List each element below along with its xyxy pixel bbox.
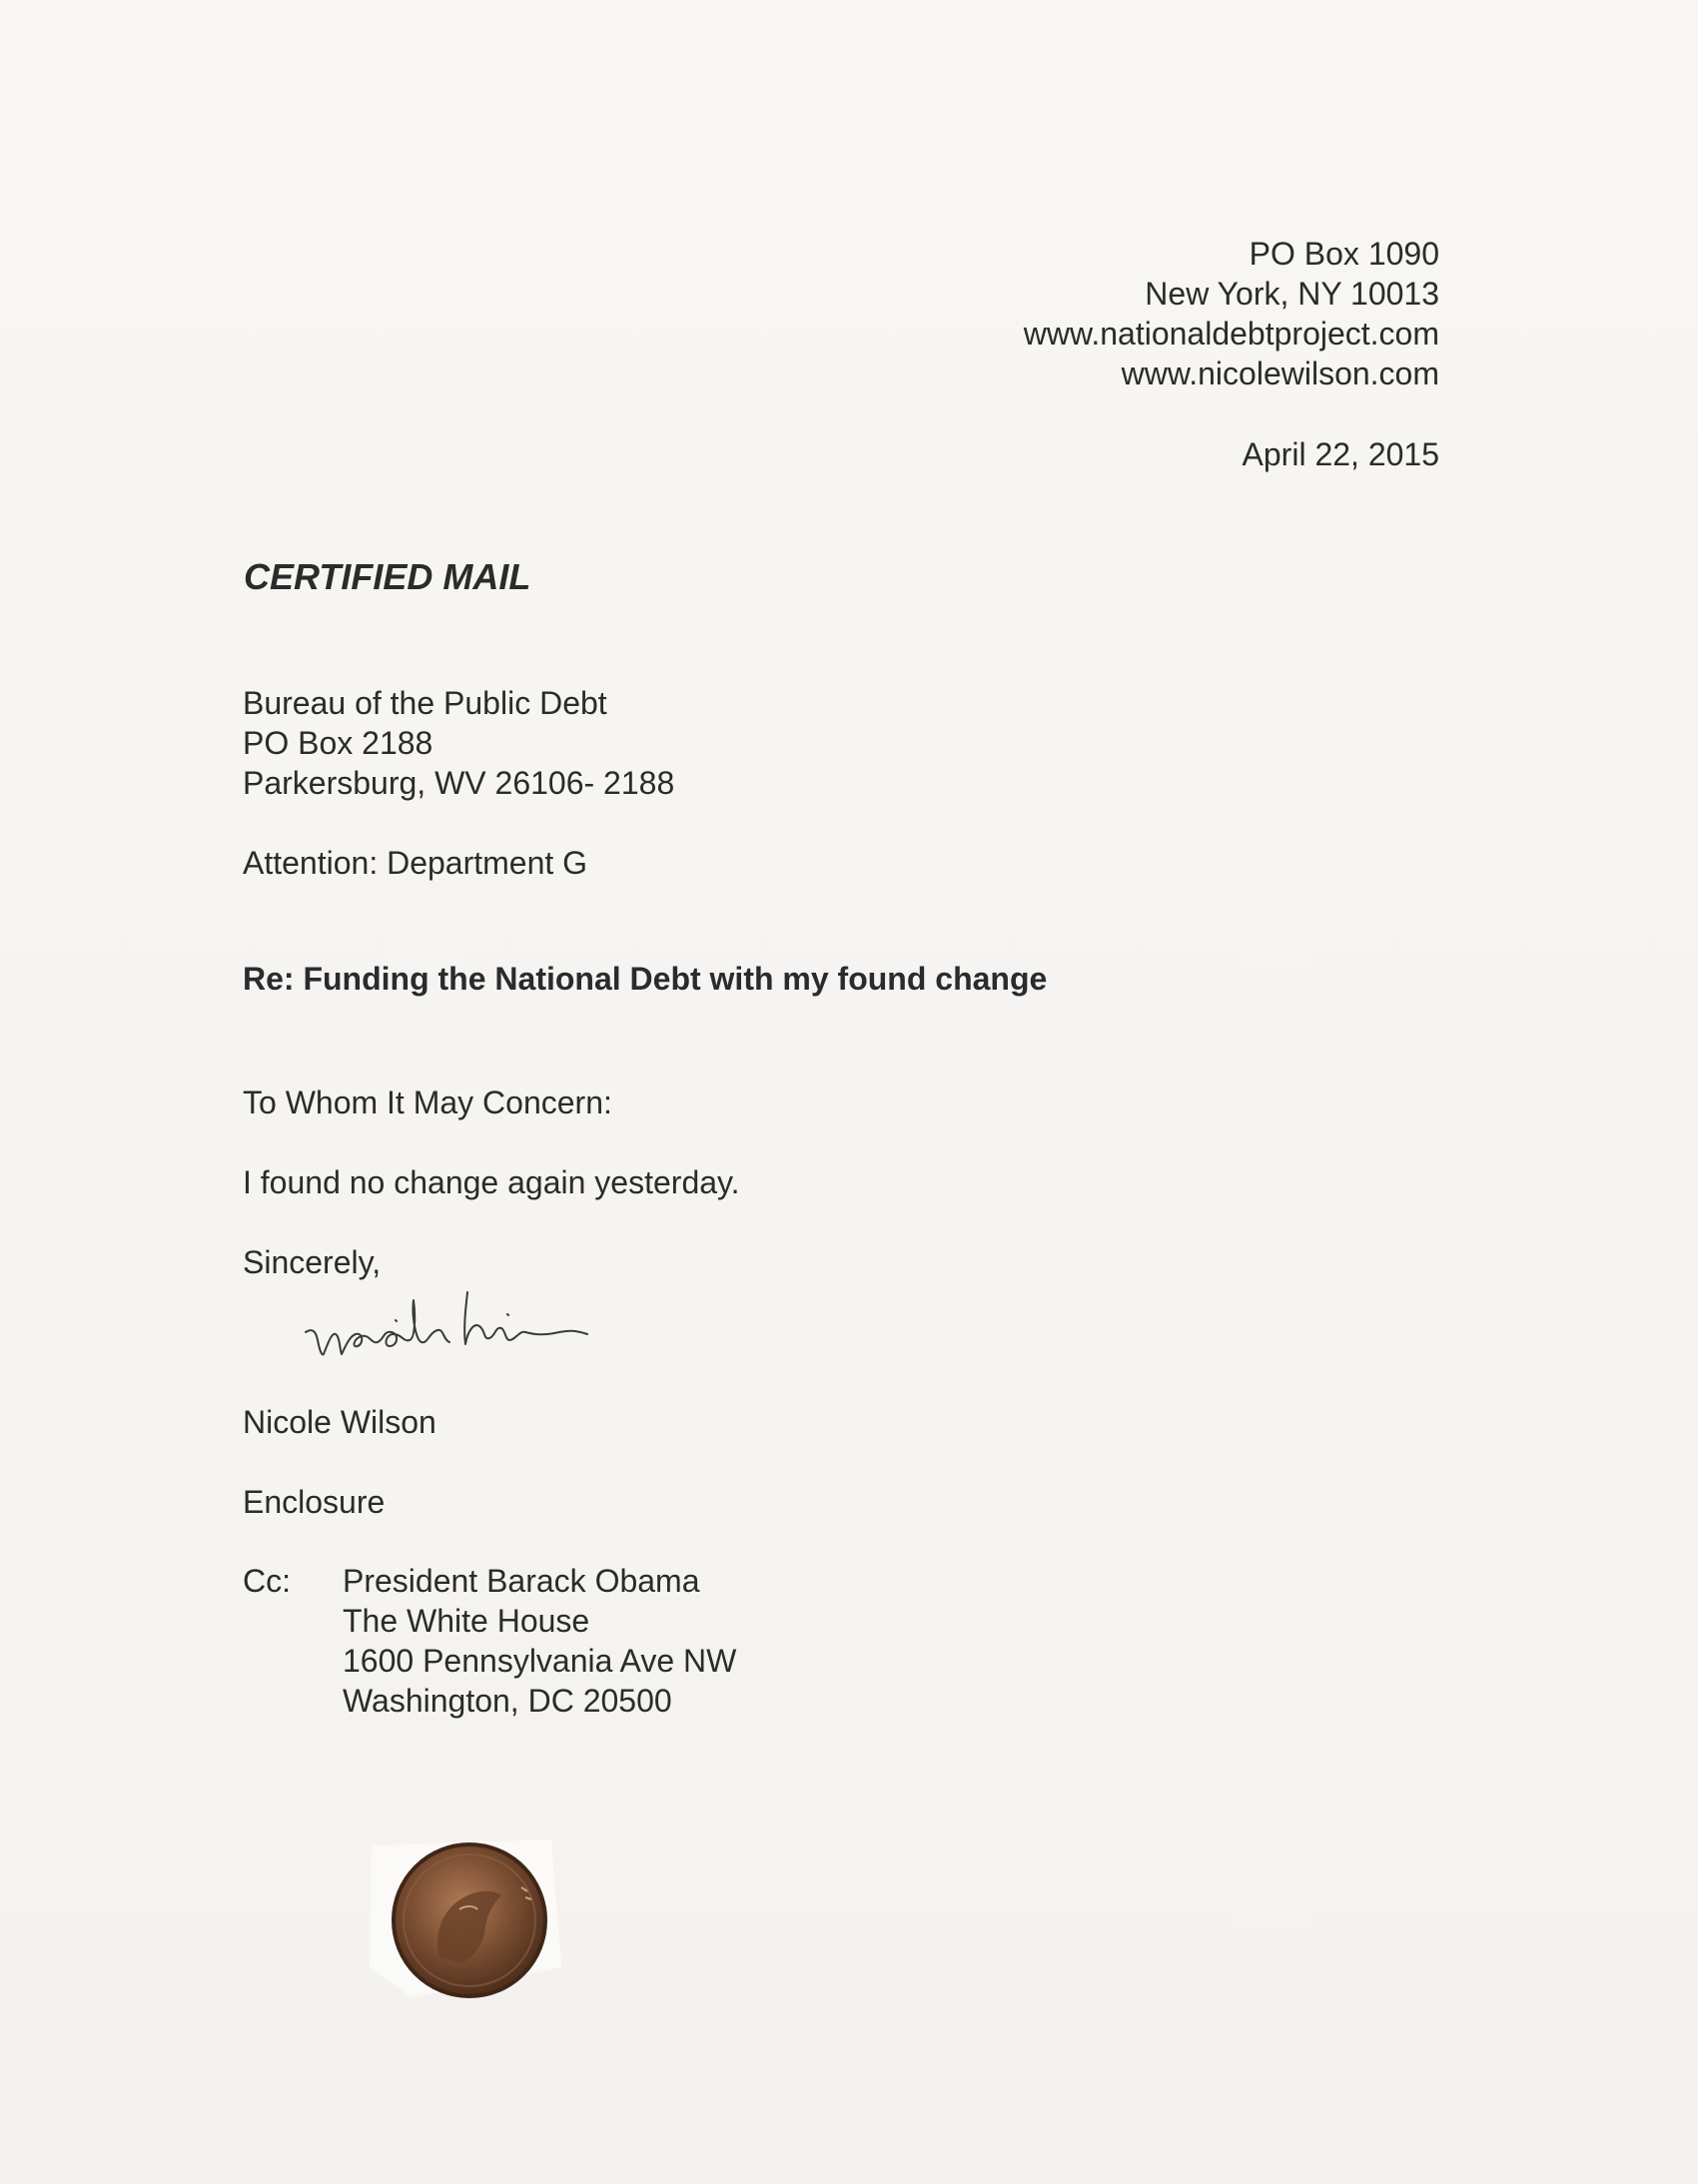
letter-body: I found no change again yesterday. [243,1164,740,1200]
cc-street: 1600 Pennsylvania Ave NW [343,1643,737,1679]
signature-image [298,1270,697,1390]
sender-po-box: PO Box 1090 [1249,236,1439,272]
sender-website-2: www.nicolewilson.com [1121,356,1439,391]
recipient-city: Parkersburg, WV 26106- 2188 [243,765,675,801]
closing: Sincerely, [243,1244,382,1280]
cc-name: President Barack Obama [343,1563,700,1599]
recipient-name: Bureau of the Public Debt [243,685,607,721]
salutation: To Whom It May Concern: [243,1085,612,1120]
sender-website-1: www.nationaldebtproject.com [1023,316,1439,352]
letter-date: April 22, 2015 [1242,436,1439,472]
cc-city: Washington, DC 20500 [343,1683,672,1719]
subject-line: Re: Funding the National Debt with my found change [243,961,1048,997]
sender-city: New York, NY 10013 [1145,276,1439,312]
enclosure-note: Enclosure [243,1484,386,1520]
penny-coin-image [362,1818,571,2017]
recipient-address [243,683,674,803]
sender-address [1024,234,1439,393]
recipient-po-box: PO Box 2188 [243,725,433,761]
attention-line: Attention: Department G [243,845,588,881]
cc-building: The White House [343,1603,590,1639]
cc-label: Cc: [243,1563,291,1599]
signer-name: Nicole Wilson [243,1404,436,1440]
certified-mail-heading: CERTIFIED MAIL [244,556,531,597]
cc-address [343,1561,736,1721]
